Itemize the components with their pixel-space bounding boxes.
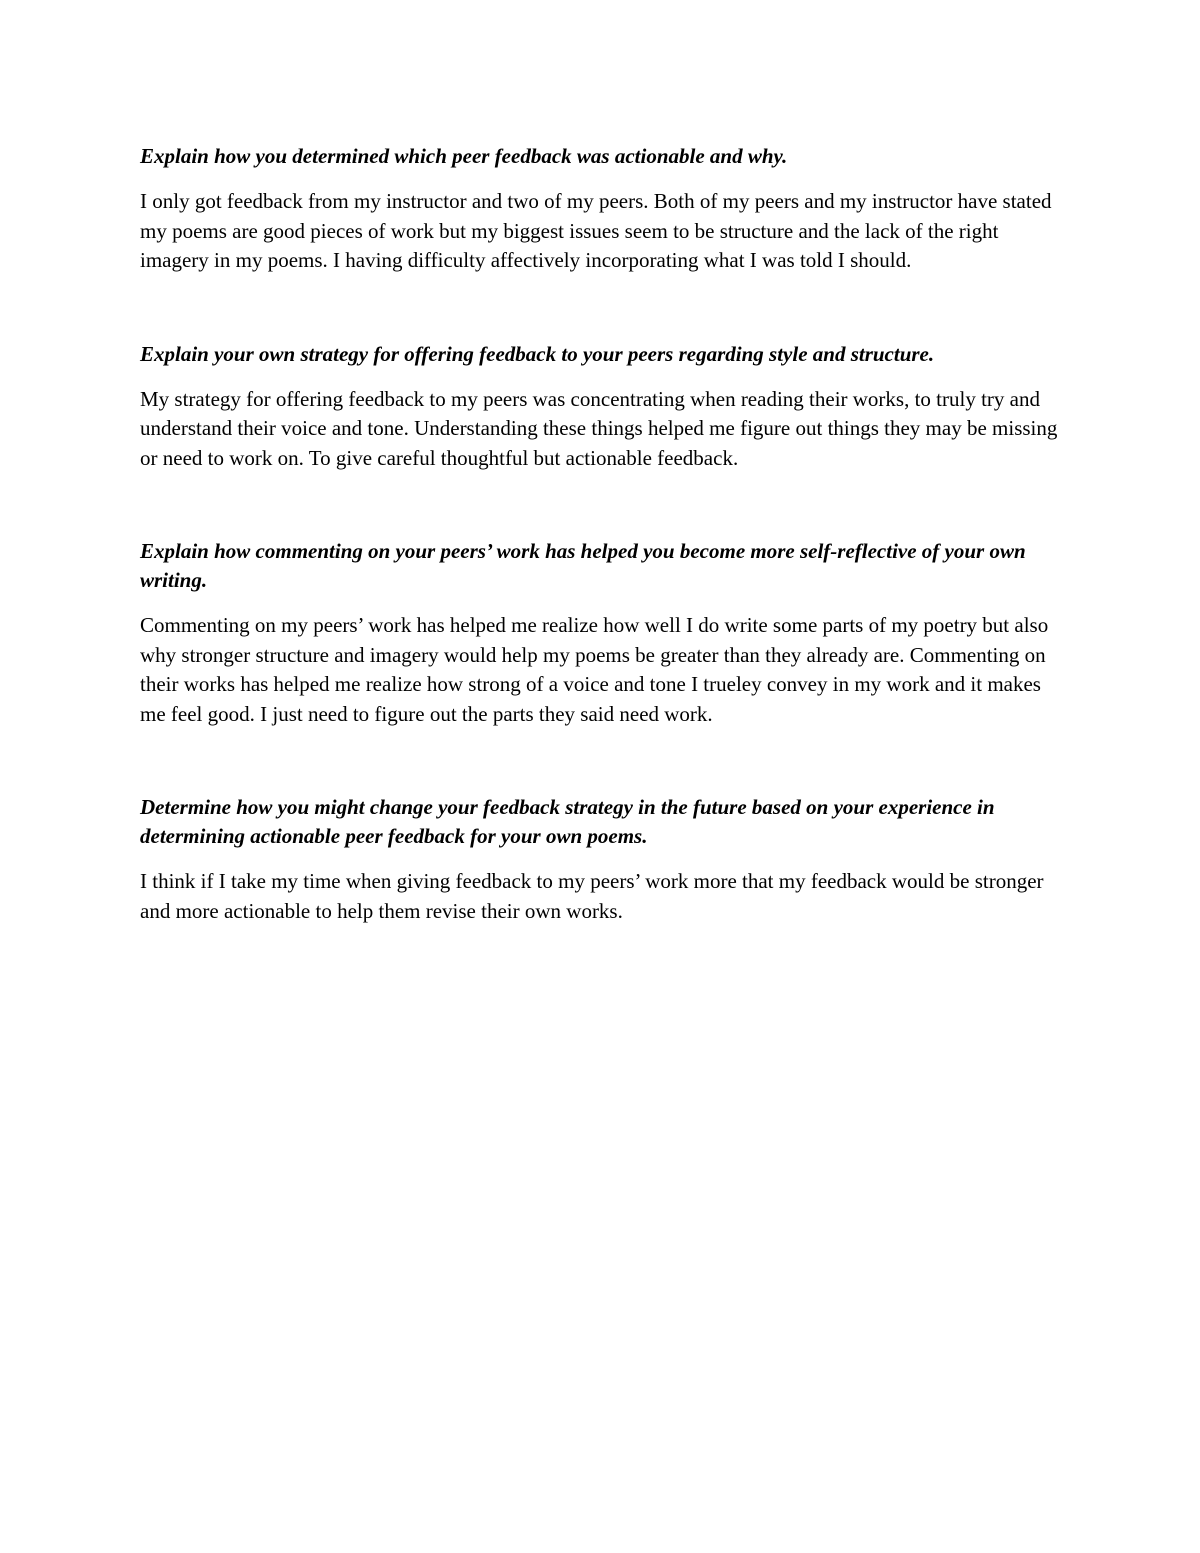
- question-heading: Explain how you determined which peer feedback was actionable and why.: [140, 144, 788, 168]
- section-future-strategy: [140, 793, 1065, 926]
- answer-paragraph: I think if I take my time when giving feedback to my peers’ work more that my feedback would be stronger and more actionable to help them revise their own works.: [140, 869, 1044, 923]
- answer-paragraph: Commenting on my peers’ work has helped me realize how well I do write some parts of my poetry but also why stronger structure and imagery would help my poems be greater than they already are. Commenting on their works has helped me realize how strong of a voice and tone I trueley convey in my work and it makes me feel good. I just need to figure out the parts they said need work.: [140, 613, 1049, 726]
- question-heading: Explain how commenting on your peers’ work has helped you become more self-reflective of your own writing.: [140, 539, 1026, 592]
- document-body: [140, 142, 1065, 926]
- section-self-reflection: [140, 537, 1065, 729]
- answer-paragraph: I only got feedback from my instructor and two of my peers. Both of my peers and my instructor have stated my poems are good pieces of work but my biggest issues seem to be structure and the lack of the right imagery in my poems. I having difficulty affectively incorporating what I was told I should.: [140, 189, 1052, 272]
- answer-paragraph: My strategy for offering feedback to my peers was concentrating when reading their works, to truly try and understand their voice and tone. Understanding these things helped me figure out things they may be missing or need to work on. To give careful thoughtful but actionable feedback.: [140, 386, 1058, 470]
- question-heading: Explain your own strategy for offering feedback to your peers regarding style and structure.: [140, 341, 935, 366]
- question-heading: Determine how you might change your feedback strategy in the future based on your experience in determining actionable peer feedback for your own poems.: [140, 795, 995, 848]
- section-feedback-strategy: [140, 340, 1065, 474]
- section-actionable-feedback: [140, 142, 1065, 276]
